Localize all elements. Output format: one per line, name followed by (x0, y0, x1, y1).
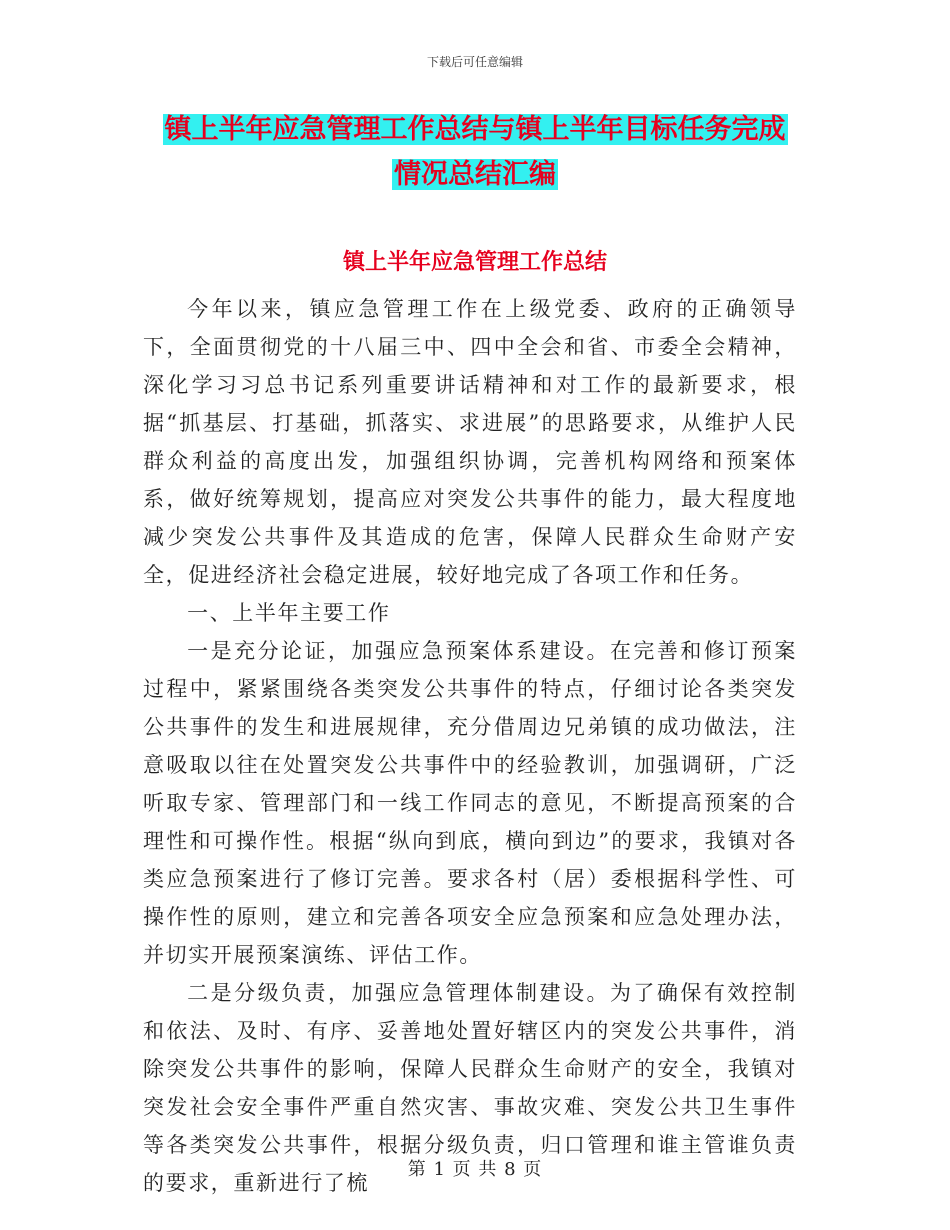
title-highlight-2: 情况总结汇编 (394, 159, 556, 190)
title-highlight-1: 镇上半年应急管理工作总结与镇上半年目标任务完成 (164, 114, 786, 145)
document-title-line-2 (0, 155, 950, 195)
document-title-line-1 (0, 110, 950, 150)
paragraph-second-point: 二是分级负责，加强应急管理体制建设。为了确保有效控制和依法、及时、有序、妥善地处置好辖区内的突发公共事件，消除突发公共事件的影响，保障人民群众生命财产的安全，我镇对突发社会安全事件严重自然灾害、事故灾难、突发公共卫生事件等各类突发公共事件，根据分级负责，归口管理和谁主管谁负责的要求，重新进行了梳 (143, 981, 797, 1195)
paragraph-first-point: 一是充分论证，加强应急预案体系建设。在完善和修订预案过程中，紧紧围绕各类突发公共事件的特点，仔细讨论各类突发公共事件的发生和进展规律，充分借周边兄弟镇的成功做法，注意吸取以往在处置突发公共事件中的经验教训，加强调研，广泛听取专家、管理部门和一线工作同志的意见，不断提高预案的合理性和可操作性。根据“纵向到底，横向到边”的要求，我镇对各类应急预案进行了修订完善。要求各村（居）委根据科学性、可操作性的原则，建立和完善各项安全应急预案和应急处理办法，并切实开展预案演练、评估工作。 (143, 639, 797, 967)
paragraph-intro: 今年以来，镇应急管理工作在上级党委、政府的正确领导下，全面贯彻党的十八届三中、四中全会和省、市委全会精神，深化学习习总书记系列重要讲话精神和对工作的最新要求，根据“抓基层、打基础，抓落实、求进展”的思路要求，从维护人民群众利益的高度出发，加强组织协调，完善机构网络和预案体系，做好统筹规划，提高应对突发公共事件的能力，最大程度地减少突发公共事件及其造成的危害，保障人民群众生命财产安全，促进经济社会稳定进展，较好地完成了各项工作和任务。 (143, 297, 797, 587)
page-footer: 第 1 页 共 8 页 (407, 1159, 543, 1180)
header-note: 下载后可任意编辑 (426, 55, 523, 69)
paragraph-heading: 一、上半年主要工作 (187, 601, 391, 625)
section-title: 镇上半年应急管理工作总结 (342, 250, 607, 275)
body-text (143, 290, 797, 1202)
